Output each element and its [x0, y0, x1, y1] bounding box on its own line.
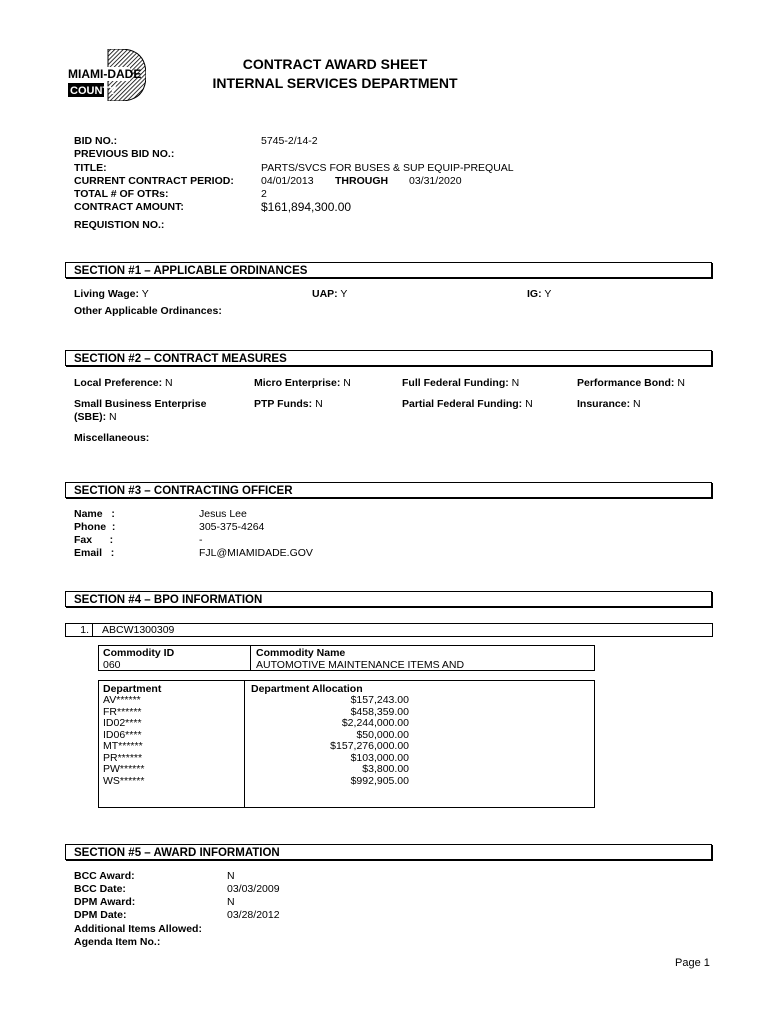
officer-email-label: Email : [74, 547, 115, 559]
miami-dade-logo [68, 49, 146, 101]
department-allocation: $157,276,000.00 [330, 740, 409, 752]
commodity-name-label: Commodity Name [256, 647, 346, 659]
sbe [74, 411, 117, 423]
partial-federal-funding-value: N [525, 398, 533, 410]
sbe-value: N [109, 411, 117, 423]
allocation-label: Department Allocation [251, 683, 363, 695]
bid-no-label: BID NO.: [74, 135, 118, 147]
local-preference [74, 377, 173, 389]
bcc-date-label: BCC Date: [74, 883, 126, 895]
insurance [577, 398, 641, 410]
department-code: PR****** [103, 751, 143, 764]
allocation-rows [99, 695, 594, 787]
ig [527, 288, 551, 300]
officer-phone: 305-375-4264 [199, 521, 265, 533]
local-preference-label: Local Preference: [74, 377, 163, 389]
table-row [99, 753, 594, 765]
insurance-value: N [633, 398, 641, 410]
section-1-header: SECTION #1 – APPLICABLE ORDINANCES [65, 262, 712, 278]
department-code: WS****** [103, 774, 145, 787]
period-start: 04/01/2013 [261, 175, 314, 187]
commodity-table [98, 645, 595, 671]
period-end: 03/31/2020 [409, 175, 462, 187]
requisition-label: REQUISTION NO.: [74, 219, 165, 231]
logo-line1: MIAMI-DADE [68, 67, 142, 81]
section-4-header: SECTION #4 – BPO INFORMATION [65, 591, 712, 607]
department-code: ID06**** [103, 728, 142, 741]
department-code: FR****** [103, 705, 142, 718]
micro-enterprise [254, 377, 351, 389]
title-value: PARTS/SVCS FOR BUSES & SUP EQUIP-PREQUAL [261, 162, 514, 174]
bid-no-value: 5745-2/14-2 [261, 135, 318, 147]
department-allocation: $2,244,000.00 [341, 717, 409, 729]
performance-bond-value: N [677, 377, 685, 389]
micro-enterprise-value: N [343, 377, 351, 389]
contract-amount-label: CONTRACT AMOUNT: [74, 201, 184, 213]
bpo-row [65, 623, 713, 637]
micro-enterprise-label: Micro Enterprise: [254, 377, 341, 389]
miscellaneous-label: Miscellaneous: [74, 432, 150, 444]
bcc-date-value: 03/03/2009 [227, 883, 280, 895]
ig-value: Y [544, 288, 552, 300]
partial-federal-funding [402, 398, 533, 410]
contract-amount-value: $161,894,300.00 [261, 200, 352, 214]
commodity-name: AUTOMOTIVE MAINTENANCE ITEMS AND [256, 659, 465, 671]
commodity-id: 060 [103, 659, 121, 671]
dpm-date-label: DPM Date: [74, 909, 127, 921]
table-row [99, 776, 594, 788]
contract-period-label: CURRENT CONTRACT PERIOD: [74, 175, 234, 187]
officer-name: Jesus Lee [199, 508, 247, 520]
department-code: PW****** [103, 763, 145, 775]
dpm-award-value: N [227, 896, 235, 908]
additional-items-label: Additional Items Allowed: [74, 923, 202, 935]
table-row [99, 764, 594, 776]
department-label: Department [103, 683, 162, 695]
otrs-value: 2 [261, 188, 267, 200]
insurance-label: Insurance: [577, 398, 631, 410]
full-federal-funding-value: N [511, 377, 520, 389]
department-allocation-table [98, 680, 595, 808]
bcc-award-value: N [227, 870, 235, 882]
department-allocation: $50,000.00 [356, 728, 409, 741]
uap [312, 288, 347, 300]
officer-fax-label: Fax : [74, 534, 114, 546]
officer-phone-label: Phone : [74, 521, 116, 533]
ptp-funds-label: PTP Funds: [254, 398, 313, 410]
table-row [99, 718, 594, 730]
logo-line2: COUNTY [70, 85, 117, 97]
department-allocation: $458,359.00 [350, 705, 409, 718]
dpm-award-label: DPM Award: [74, 896, 136, 908]
ptp-funds-value: N [315, 398, 323, 410]
table-row [99, 741, 594, 753]
county-logo-icon [68, 49, 146, 101]
ptp-funds [254, 398, 323, 410]
section-2-header: SECTION #2 – CONTRACT MEASURES [65, 350, 712, 366]
section-5-header: SECTION #5 – AWARD INFORMATION [65, 844, 712, 860]
title-label: TITLE: [74, 162, 107, 174]
commodity-divider [250, 646, 251, 670]
uap-label: UAP: [312, 288, 338, 300]
officer-email: FJL@MIAMIDADE.GOV [199, 547, 313, 559]
performance-bond-label: Performance Bond: [577, 377, 675, 389]
officer-fax: - [199, 534, 203, 546]
department-code: ID02**** [103, 717, 142, 729]
department-code: MT****** [103, 740, 143, 752]
section-3-header: SECTION #3 – CONTRACTING OFFICER [65, 482, 712, 498]
table-row [99, 695, 594, 707]
living-wage-value: Y [141, 288, 149, 300]
otrs-label: TOTAL # OF OTRs: [74, 188, 169, 200]
department-code: AV****** [103, 694, 141, 706]
bpo-number: 1. [66, 624, 93, 636]
local-preference-value: N [165, 377, 173, 389]
agenda-item-label: Agenda Item No.: [74, 936, 161, 948]
through-label: THROUGH [335, 175, 389, 187]
dpm-date-value: 03/28/2012 [227, 909, 280, 921]
previous-bid-label: PREVIOUS BID NO.: [74, 148, 175, 160]
sbe-label-line1: Small Business Enterprise [74, 398, 207, 410]
living-wage [74, 288, 149, 300]
ig-label: IG: [527, 288, 542, 300]
other-ordinances-label: Other Applicable Ordinances: [74, 305, 222, 317]
performance-bond [577, 377, 685, 389]
living-wage-label: Living Wage: [74, 288, 139, 300]
officer-name-label: Name : [74, 508, 115, 520]
full-federal-funding-label: Full Federal Funding: [402, 377, 509, 389]
full-federal-funding [402, 377, 519, 389]
department-allocation: $103,000.00 [350, 751, 409, 764]
department-allocation: $3,800.00 [362, 763, 409, 775]
department-allocation: $157,243.00 [350, 694, 409, 706]
uap-value: Y [340, 288, 348, 300]
page-number: Page 1 [675, 957, 710, 969]
sbe-label-line2: (SBE): [74, 411, 107, 423]
bpo-id: ABCW1300309 [102, 624, 175, 636]
department-title: INTERNAL SERVICES DEPARTMENT [212, 75, 458, 91]
partial-federal-funding-label: Partial Federal Funding: [402, 398, 523, 410]
department-allocation: $992,905.00 [350, 774, 409, 787]
sheet-title: CONTRACT AWARD SHEET [242, 56, 428, 72]
bcc-award-label: BCC Award: [74, 870, 135, 882]
commodity-id-label: Commodity ID [103, 647, 175, 659]
